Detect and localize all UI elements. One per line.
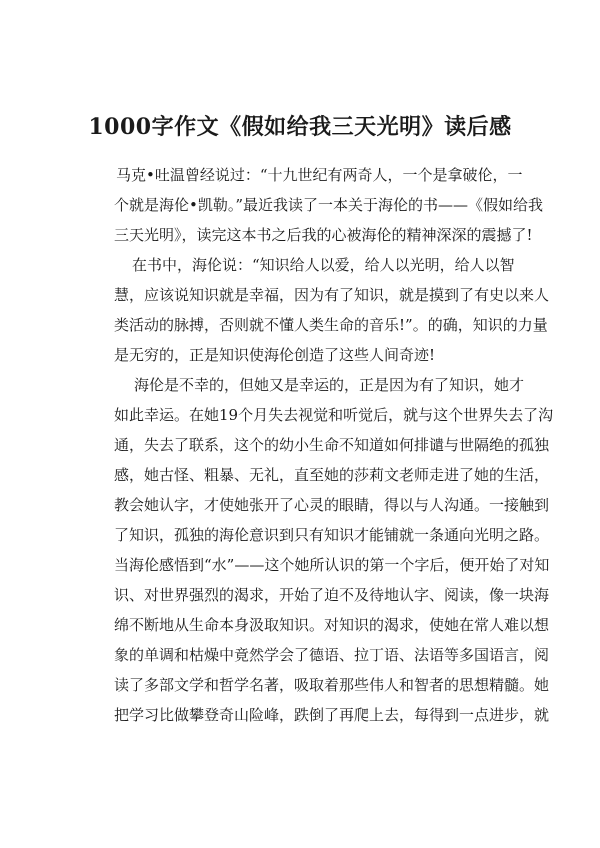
text-line: 三天光明》，读完这本书之后我的心被海伦的精神深深的震撼了! [114,226,533,244]
text-line: 是无穷的，正是知识使海伦创造了这些人间奇迹! [114,346,436,364]
text-line: 把学习比做攀登奇山险峰，跌倒了再爬上去，每得到一点进步，就 [114,706,550,724]
text-line: 个就是海伦•凯勒。”最近我读了一本关于海伦的书——《假如给我 [114,196,544,214]
text-line: 识、对世界强烈的渴求，开始了迫不及待地认字、阅读，像一块海 [114,586,550,604]
text-line: 绵不断地从生命本身汲取知识。对知识的渴求，使她在常人难以想 [114,616,550,634]
text-line: 类活动的脉搏，否则就不懂人类生命的音乐!”。的确，知识的力量 [114,316,548,334]
text-line: 通，失去了联系，这个的幼小生命不知道如何排谴与世隔绝的孤独 [114,436,550,454]
text-line: 如此幸运。在她19个月失去视觉和听觉后，就与这个世界失去了沟 [114,406,554,424]
text-line: 马克•吐温曾经说过：“十九世纪有两奇人，一个是拿破伦，一 [116,166,523,184]
text-line: 当海伦感悟到“水”——这个她所认识的第一个字后，便开始了对知 [114,556,550,574]
document-body [114,160,554,730]
document-title: 1000字作文《假如给我三天光明》读后感 [88,114,512,140]
text-line: 感，她古怪、粗暴、无礼，直至她的莎莉文老师走进了她的生活， [114,466,550,484]
text-line: 教会她认字，才使她张开了心灵的眼睛，得以与人沟通。一接触到 [114,496,550,514]
text-line: 读了多部文学和哲学名著，吸取着那些伟人和智者的思想精髓。她 [114,676,550,694]
text-line: 象的单调和枯燥中竟然学会了德语、拉丁语、法语等多国语言，阅 [114,646,550,664]
text-line: 在书中，海伦说：“知识给人以爱，给人以光明，给人以智 [132,256,515,274]
text-line: 了知识，孤独的海伦意识到只有知识才能铺就一条通向光明之路。 [114,526,550,544]
text-line: 海伦是不幸的，但她又是幸运的，正是因为有了知识，她才 [134,376,525,394]
text-line: 慧，应该说知识就是幸福，因为有了知识，就是摸到了有史以来人 [114,286,550,304]
